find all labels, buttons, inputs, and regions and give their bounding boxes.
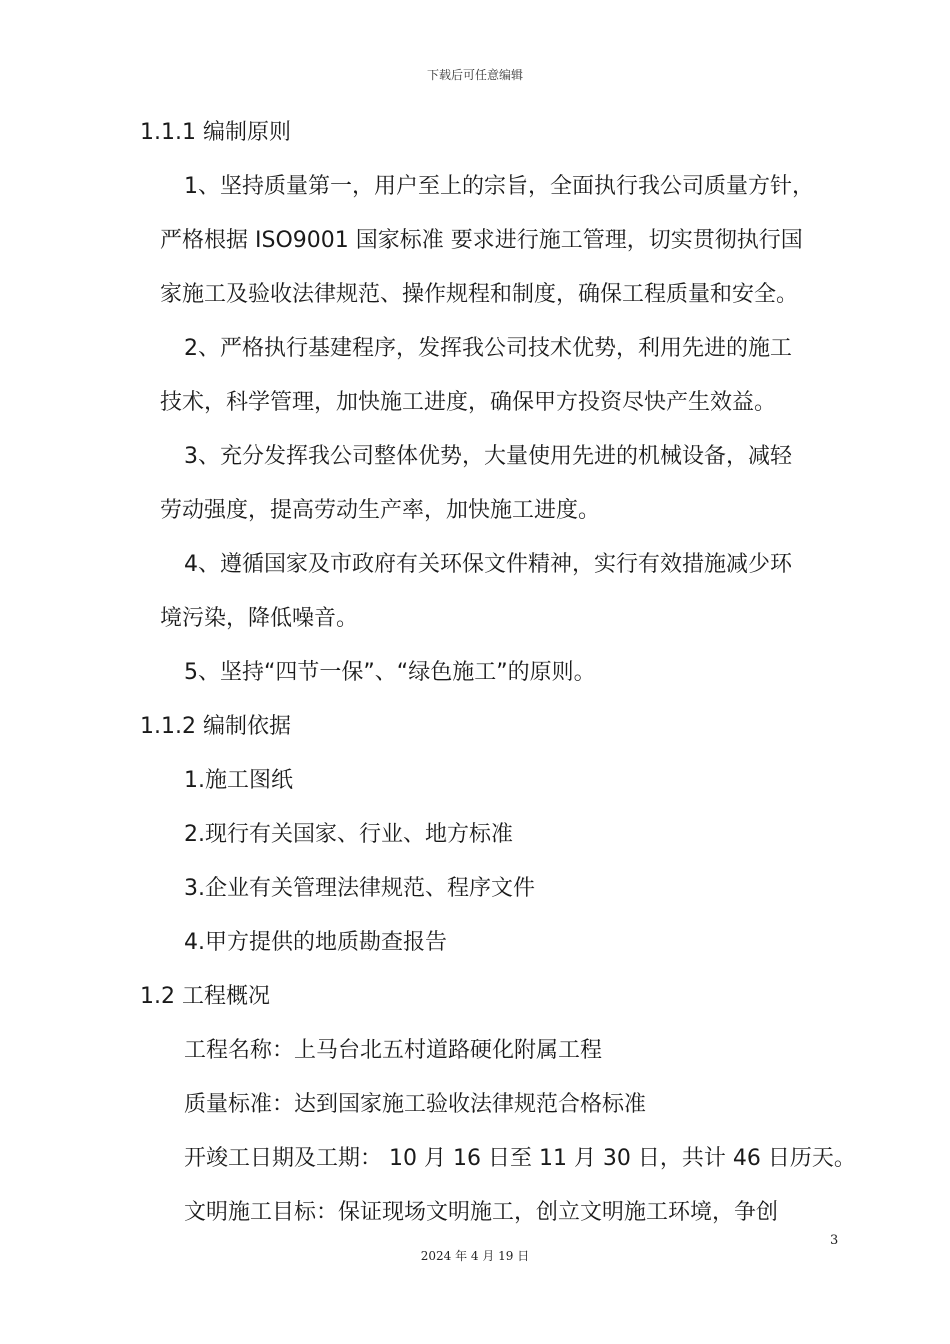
paragraph-line: 2、严格执行基建程序，发挥我公司技术优势，利用先进的施工 [184,336,792,361]
paragraph-line: 4、遵循国家及市政府有关环保文件精神，实行有效措施减少环 [184,552,792,577]
paragraph-line: 家施工及验收法律规范、操作规程和制度，确保工程质量和安全。 [160,282,799,307]
paragraph-line: 严格根据 ISO9001 国家标准 要求进行施工管理，切实贯彻执行国 [160,228,803,253]
section-heading-1-1-1: 1.1.1 编制原则 [140,120,291,145]
quality-standard-line: 质量标准：达到国家施工验收法律规范合格标准 [184,1092,647,1117]
schedule-line: 开竣工日期及工期： 10 月 16 日至 11 月 30 日，共计 46 日历天。 [184,1146,856,1171]
list-item: 3.企业有关管理法律规范、程序文件 [184,876,535,901]
paragraph-line: 5、坚持“四节一保”、“绿色施工”的原则。 [184,660,596,685]
list-item: 1.施工图纸 [184,768,293,793]
civilized-construction-line: 文明施工目标：保证现场文明施工，创立文明施工环境，争创 [184,1200,779,1225]
page-header: 下载后可任意编辑 [426,68,523,82]
section-heading-1-1-2: 1.1.2 编制依据 [140,714,291,739]
paragraph-line: 1、坚持质量第一，用户至上的宗旨，全面执行我公司质量方针， [184,174,814,199]
project-name-line: 工程名称：上马台北五村道路硬化附属工程 [184,1038,603,1063]
paragraph-line: 劳动强度，提高劳动生产率，加快施工进度。 [160,498,601,523]
paragraph-line: 3、充分发挥我公司整体优势，大量使用先进的机械设备，减轻 [184,444,792,469]
section-heading-1-2: 1.2 工程概况 [140,984,270,1009]
page-number: 3 [830,1233,839,1248]
list-item: 2.现行有关国家、行业、地方标准 [184,822,513,847]
list-item: 4.甲方提供的地质勘查报告 [184,930,447,955]
paragraph-line: 技术，科学管理，加快施工进度，确保甲方投资尽快产生效益。 [160,390,777,415]
page-footer-date: 2024 年 4 月 19 日 [420,1249,530,1263]
paragraph-line: 境污染，降低噪音。 [160,606,359,631]
